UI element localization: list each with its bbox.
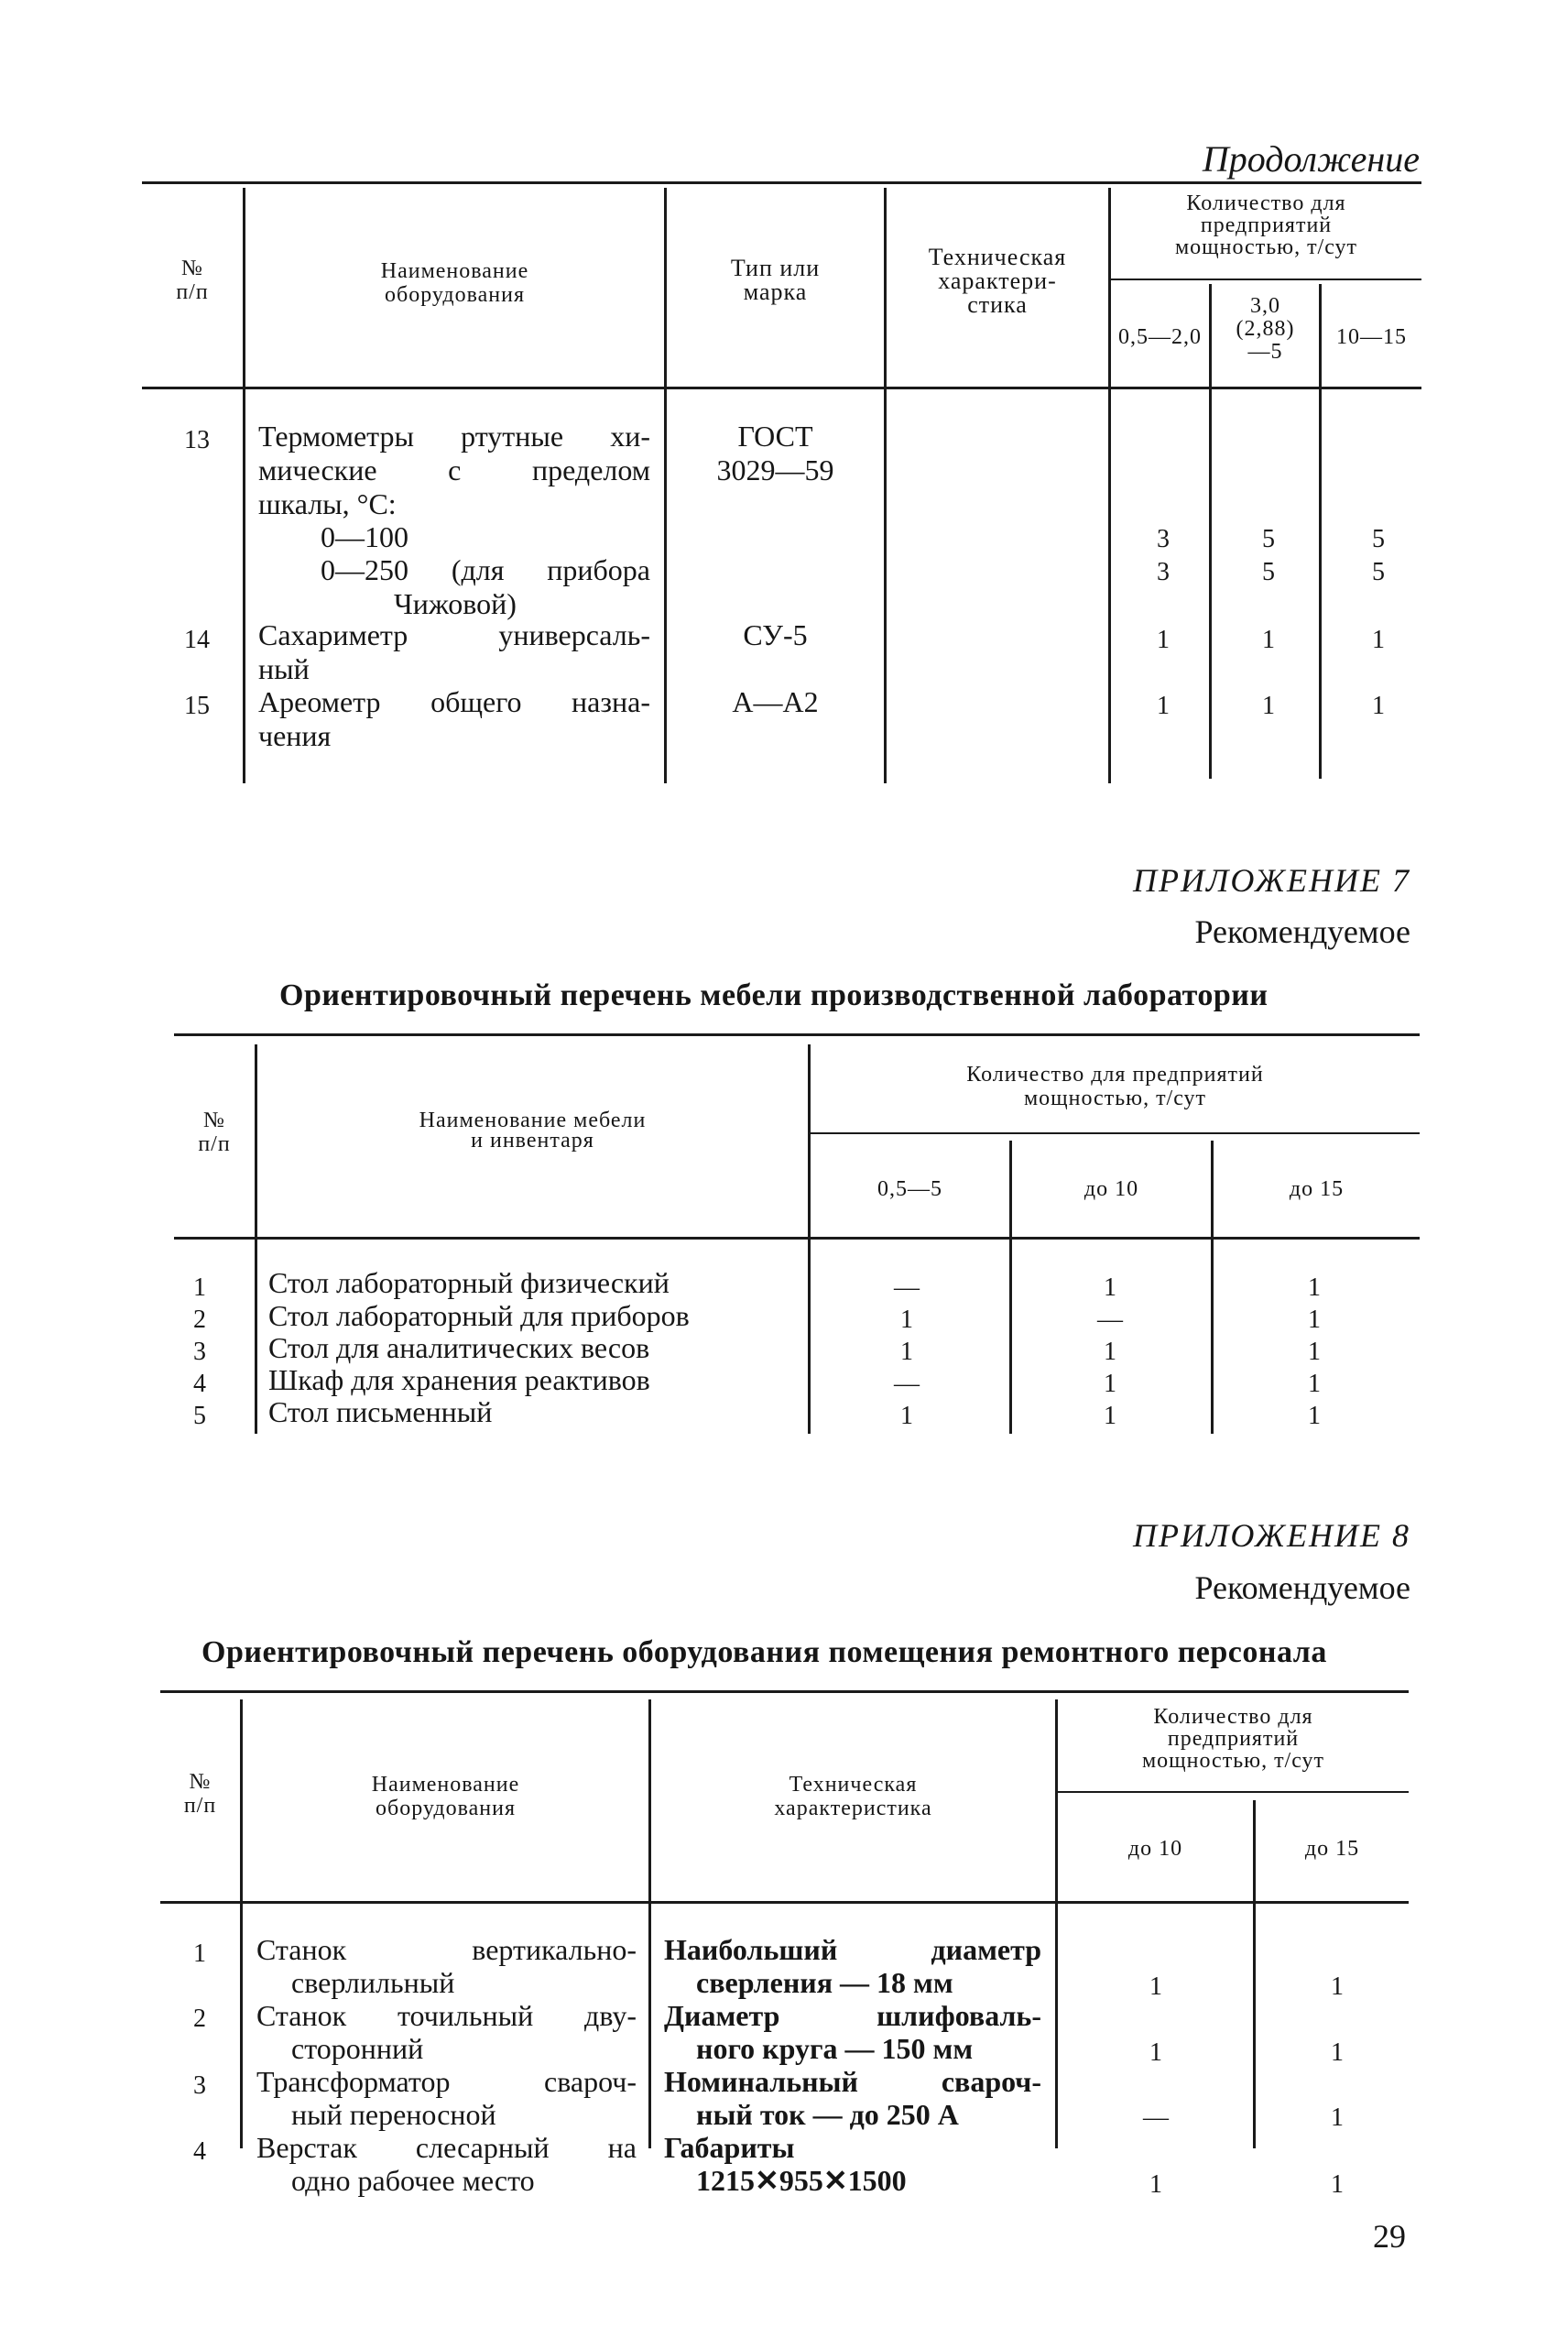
page-number: 29	[1373, 2218, 1406, 2255]
equipment-tech-line: ный ток — до 250 А	[696, 2098, 959, 2131]
equipment-tech-line: Диаметр шлифоваль-	[664, 1999, 1041, 2032]
qty-value: 1	[1104, 1370, 1116, 1398]
qty-value: 1	[1331, 2103, 1344, 2132]
row-number: 3	[193, 1338, 206, 1366]
qty-value: 1	[1331, 1972, 1344, 2001]
qty-value: 1	[1331, 2170, 1344, 2199]
qty-value: —	[894, 1370, 920, 1398]
qty-value: 1	[1262, 626, 1275, 654]
col-header-qty: Количество для предприятий мощностью, т/сут	[966, 1063, 1264, 1110]
furniture-name: Стол письменный	[268, 1395, 493, 1428]
furniture-name: Стол для аналитических весов	[268, 1331, 650, 1364]
col-header-no: № п/п	[183, 1770, 217, 1818]
col-header-tech: Техническая характеристика	[774, 1773, 932, 1820]
item-name-line: Термометры ртутные хи-	[258, 420, 650, 453]
row-number: 14	[184, 626, 210, 654]
row-number: 2	[193, 2005, 206, 2033]
col-header-qty: Количество для предприятий мощностью, т/сут	[1141, 1705, 1325, 1773]
item-subrange: Чижовой)	[394, 587, 517, 620]
col-header-name: Наименование оборудования	[380, 259, 529, 307]
equipment-tech-line: сверления — 18 мм	[696, 1966, 953, 1999]
qty-value: —	[1143, 2103, 1169, 2132]
col-header-cap3: 10—15	[1336, 325, 1407, 349]
qty-value: 1	[1104, 1402, 1116, 1430]
qty-value: 1	[1308, 1273, 1321, 1302]
equipment-tech-line: 1215✕955✕1500	[696, 2164, 907, 2197]
appendix-7-title: Ориентировочный перечень мебели производственной лаборатории	[279, 978, 1269, 1012]
row-number: 1	[193, 1939, 206, 1968]
qty-value: 5	[1372, 558, 1385, 586]
equipment-name-line: ный переносной	[291, 2098, 496, 2131]
col-header-cap2: до 15	[1304, 1837, 1360, 1861]
appendix-8-label: ПРИЛОЖЕНИЕ 8	[1133, 1517, 1410, 1554]
equipment-name-line: Станок точильный дву-	[256, 1999, 637, 2032]
furniture-name: Стол лабораторный физический	[268, 1266, 670, 1299]
qty-value: 1	[1372, 692, 1385, 720]
qty-value: 1	[1149, 1972, 1162, 2001]
col-header-cap1: 0,5—2,0	[1118, 325, 1202, 349]
equipment-name-line: Трансформатор свароч-	[256, 2065, 637, 2098]
qty-value: 1	[1308, 1338, 1321, 1366]
qty-value: 1	[1308, 1370, 1321, 1398]
row-number: 4	[193, 2137, 206, 2166]
qty-value: 1	[1104, 1338, 1116, 1366]
equipment-name-line: одно рабочее место	[291, 2164, 535, 2197]
item-name-line: чения	[258, 719, 332, 752]
col-header-no: № п/п	[176, 257, 209, 304]
qty-value: 1	[1308, 1306, 1321, 1334]
col-header-cap3: до 15	[1289, 1177, 1345, 1201]
col-header-type: Тип или марка	[730, 255, 821, 305]
qty-value: 1	[1104, 1273, 1116, 1302]
row-number: 3	[193, 2071, 206, 2100]
item-name-line: Сахариметр универсаль-	[258, 618, 650, 651]
qty-value: 3	[1157, 558, 1170, 586]
item-name-line: ный	[258, 652, 310, 685]
qty-value: 1	[1157, 626, 1170, 654]
qty-value: 1	[1262, 692, 1275, 720]
item-name-line: шкалы, °С:	[258, 487, 397, 520]
col-header-cap2: до 10	[1083, 1177, 1139, 1201]
row-number: 4	[193, 1370, 206, 1398]
item-type-line: А—А2	[732, 685, 819, 718]
equipment-tech-line: Габариты	[664, 2131, 795, 2164]
qty-value: —	[894, 1273, 920, 1302]
qty-value: 1	[1149, 2170, 1162, 2199]
col-header-tech: Техническая характери- стика	[928, 244, 1067, 318]
appendix-7-label: ПРИЛОЖЕНИЕ 7	[1133, 862, 1410, 899]
equipment-name-line: Верстак слесарный на	[256, 2131, 637, 2164]
appendix-7-status: Рекомендуемое	[1194, 913, 1410, 950]
qty-value: 1	[900, 1338, 913, 1366]
item-type-line: ГОСТ	[737, 420, 813, 453]
row-number: 13	[184, 426, 210, 454]
furniture-name: Шкаф для хранения реактивов	[268, 1363, 650, 1396]
continuation-label: Продолжение	[1202, 138, 1420, 180]
row-number: 2	[193, 1306, 206, 1334]
appendix-8-title: Ориентировочный перечень оборудования помещения ремонтного персонала	[201, 1635, 1327, 1669]
qty-value: 1	[900, 1402, 913, 1430]
col-header-name: Наименование оборудования	[371, 1773, 520, 1820]
item-name-line: Ареометр общего назна-	[258, 685, 650, 718]
qty-value: 5	[1262, 558, 1275, 586]
equipment-tech-line: ного круга — 150 мм	[696, 2032, 974, 2065]
qty-value: 1	[1331, 2038, 1344, 2067]
row-number: 1	[193, 1273, 206, 1302]
equipment-tech-line: Наибольший диаметр	[664, 1933, 1041, 1966]
col-header-cap2: 3,0 (2,88) —5	[1236, 294, 1295, 364]
col-header-qty: Количество для предприятий мощностью, т/сут	[1174, 191, 1358, 259]
item-type-line: 3029—59	[716, 453, 834, 486]
qty-value: 5	[1262, 525, 1275, 553]
qty-value: 1	[1308, 1402, 1321, 1430]
qty-value: —	[1097, 1306, 1123, 1334]
appendix-8-status: Рекомендуемое	[1194, 1569, 1410, 1606]
equipment-name-line: Станок вертикально-	[256, 1933, 637, 1966]
qty-value: 1	[1157, 692, 1170, 720]
col-header-cap1: 0,5—5	[877, 1177, 942, 1201]
row-number: 5	[193, 1402, 206, 1430]
qty-value: 1	[900, 1306, 913, 1334]
qty-value: 5	[1372, 525, 1385, 553]
qty-value: 1	[1372, 626, 1385, 654]
item-subrange: 0—250 (для прибора	[321, 553, 650, 586]
row-number: 15	[184, 692, 210, 720]
item-subrange: 0—100	[321, 520, 408, 553]
qty-value: 3	[1157, 525, 1170, 553]
item-name-line: мические с пределом	[258, 453, 650, 486]
col-header-cap1: до 10	[1127, 1837, 1183, 1861]
qty-value: 1	[1149, 2038, 1162, 2067]
furniture-name: Стол лабораторный для приборов	[268, 1299, 690, 1332]
col-header-name: Наименование мебели и инвентаря	[419, 1109, 647, 1153]
item-type-line: СУ-5	[743, 618, 808, 651]
equipment-name-line: сторонний	[291, 2032, 424, 2065]
col-header-no: № п/п	[198, 1109, 231, 1156]
equipment-name-line: сверлильный	[291, 1966, 455, 1999]
equipment-tech-line: Номинальный свароч-	[664, 2065, 1041, 2098]
